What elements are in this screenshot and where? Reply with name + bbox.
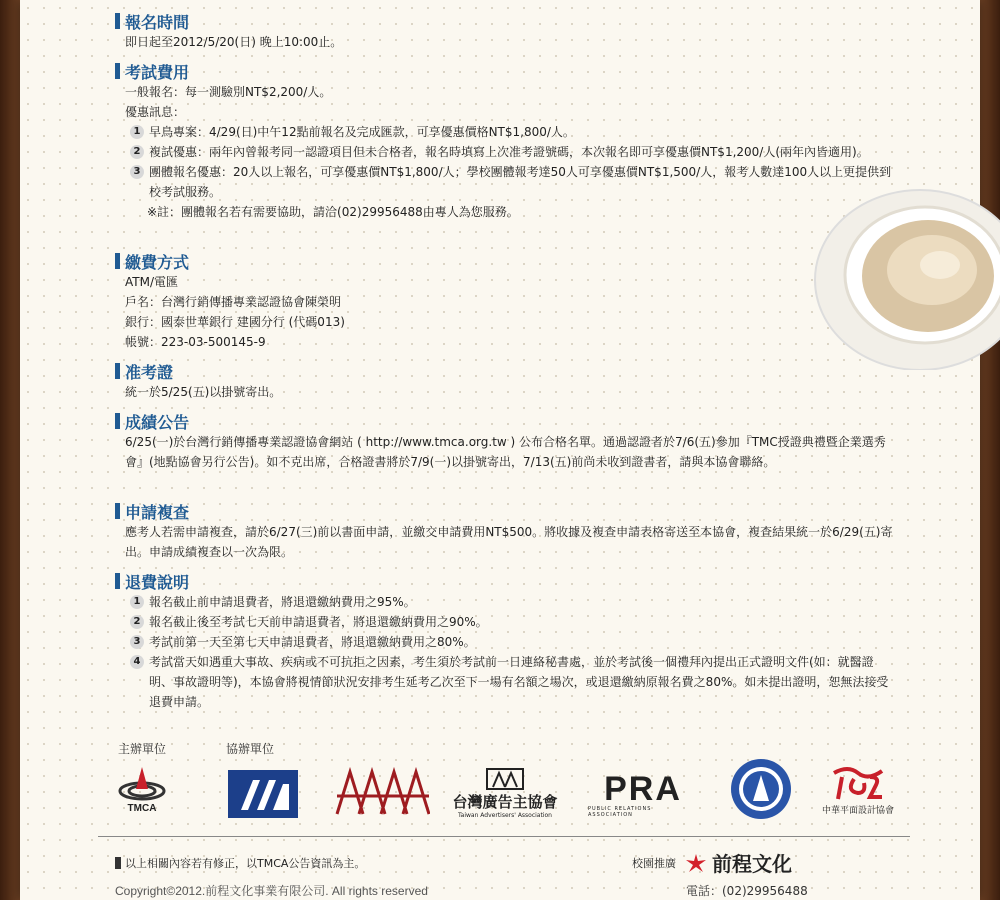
tmca-text: TMCA [127,802,157,814]
section-title [115,60,895,82]
taiwan-advertisers-logo[interactable] [450,765,560,820]
notice-bar [115,857,121,869]
title-bar [115,253,120,269]
title-text: 准考證 [125,362,174,382]
tgc-subtitle: 中華平面設計協會 [821,805,894,816]
notice-text: 以上相關內容若有修正，以TMCA公告資訊為主。 [125,857,366,870]
number-badge: 1 [130,125,144,139]
section-refund [115,570,895,712]
agency-mark-icon [233,774,293,814]
list-item [130,122,895,142]
tmca-logo[interactable] [112,760,172,820]
number-badge: 2 [130,145,144,159]
aaaa-logo[interactable] [335,765,430,817]
pra-text: PRA [604,770,682,808]
registration-time-text: 即日起至2012/5/20(日) 晚上10:00止。 [125,35,343,49]
section-title [115,410,895,432]
pra-logo[interactable] [588,770,698,820]
host-label: 主辦單位 [118,742,167,756]
title-text: 報名時間 [125,12,190,32]
item-text: 考試前第一天至第七天申請退費者，將退還繳納費用之80%。 [149,635,476,649]
title-text: 成績公告 [125,412,190,432]
results-text: 6/25(一)於台灣行銷傳播專業認證協會網站 ( http://www.tmca.org.tw ) 公布合格名單。通過認證者於7/6(五)參加『TMC授證典禮暨企業選秀會』(地點協會另行公告)。如不克出席，合格證書將於7/9(一)以掛號寄出，7/13(五)前尚未收到證書者，請與本協會聯絡。 [125,435,886,469]
number-badge: 4 [130,655,144,669]
section-results [115,410,895,472]
item-text: 早鳥專案：4/29(日)中午12點前報名及完成匯款，可享優惠價格NT$1,800/人。 [149,125,575,139]
review-text: 應考人若需申請複查，請於6/27(三)前以書面申請，並繳交申請費用NT$500。將收據及複查申請表格寄送至本協會，複查結果統一於6/29(五)寄出。申請成績複查以一次為限。 [125,525,893,559]
graphic-design-association-logo[interactable] [818,758,898,820]
copyright: Copyright©2012.前程文化事業有限公司. All rights reserved [115,884,428,898]
aaaa-mark-icon [335,766,430,816]
section-review [115,500,895,562]
list-item [130,632,895,652]
title-text: 考試費用 [125,62,190,82]
title-bar [115,63,120,79]
association-seal-logo[interactable] [728,756,794,822]
item-text: 報名截止前申請退費者，將退還繳納費用之95%。 [149,595,416,609]
co-organizer-label: 協辦單位 [226,742,275,756]
section-payment [115,250,345,352]
number-badge: 1 [130,595,144,609]
list-item [130,162,900,202]
section-fee [115,60,895,222]
number-badge: 3 [130,165,144,179]
item-text: 考試當天如遇重大事故、疾病或不可抗拒之因素，考生須於考試前一日連絡秘書處，並於考試後一個禮拜內提出正式證明文件(如：就醫證明、事故證明等)，本協會將視情節狀況安排考生延考乙次至下一場有名額之場次，或退還繳納原報名費之80%。如未提出證明，恕無法接受退費申請。 [149,655,889,709]
brand-logo[interactable] [684,848,792,877]
section-title [115,500,895,522]
payment-line: ATM/電匯 [125,275,179,289]
title-bar [115,13,120,29]
section-title [115,570,895,592]
pra-subtitle: PUBLIC RELATIONS ASSOCIATION [588,806,652,818]
section-admission [115,360,281,402]
admission-text: 統一於5/25(五)以掛號寄出。 [125,385,282,399]
list-item [130,142,895,162]
list-item [130,592,895,612]
footer-divider [98,836,910,837]
taa-english-name: Taiwan Advertisers' Association [458,811,552,819]
taa-mark-icon [485,767,525,791]
item-text: 報名截止後至考試七天前申請退費者，將退還繳納費用之90%。 [149,615,488,629]
brand-flame-icon [684,852,708,874]
fee-general: 一般報名：每一測驗別NT$2,200/人。 [125,85,332,99]
campus-promo-label: 校園推廣 [632,857,676,870]
fee-discount-label: 優惠訊息： [125,105,186,119]
seal-icon [729,757,793,821]
section-registration-time [115,10,895,52]
title-text: 繳費方式 [125,252,190,272]
item-text: 團體報名優惠：20人以上報名，可享優惠價NT$1,800/人；學校團體報考達50人可享優惠價NT$1,500/人，報考人數達100人以上更提供到校考試服務。 [149,165,892,199]
section-title [115,360,281,382]
title-text: 退費說明 [125,572,190,592]
title-bar [115,363,120,379]
tmca-emblem-icon [117,767,167,803]
ad-agency-logo[interactable] [228,770,298,818]
payment-line: 銀行：國泰世華銀行 建國分行 (代碼013) [125,315,345,329]
payment-line: 戶名：台灣行銷傳播專業認證協會陳榮明 [125,295,342,309]
title-bar [115,413,120,429]
phone: 電話：(02)29956488 [686,884,808,898]
brand-name: 前程文化 [712,852,792,876]
taa-name: 台灣廣告主協會 [452,792,558,811]
list-item [130,612,895,632]
title-bar [115,503,120,519]
tgc-mark-icon [828,763,888,803]
fee-note: ※註：團體報名若有需要協助，請洽(02)29956488由專人為您服務。 [147,205,519,219]
section-title [115,250,345,272]
item-text: 複試優惠：兩年內曾報考同一認證項目但未合格者，報名時填寫上次准考證號碼，本次報名即可享優惠價NT$1,200/人(兩年內皆適用)。 [149,145,869,159]
title-bar [115,573,120,589]
number-badge: 3 [130,635,144,649]
list-item [130,652,895,712]
title-text: 申請複查 [125,502,190,522]
footer-notice [115,855,365,871]
number-badge: 2 [130,615,144,629]
section-title [115,10,895,32]
payment-line: 帳號：223-03-500145-9 [125,335,266,349]
